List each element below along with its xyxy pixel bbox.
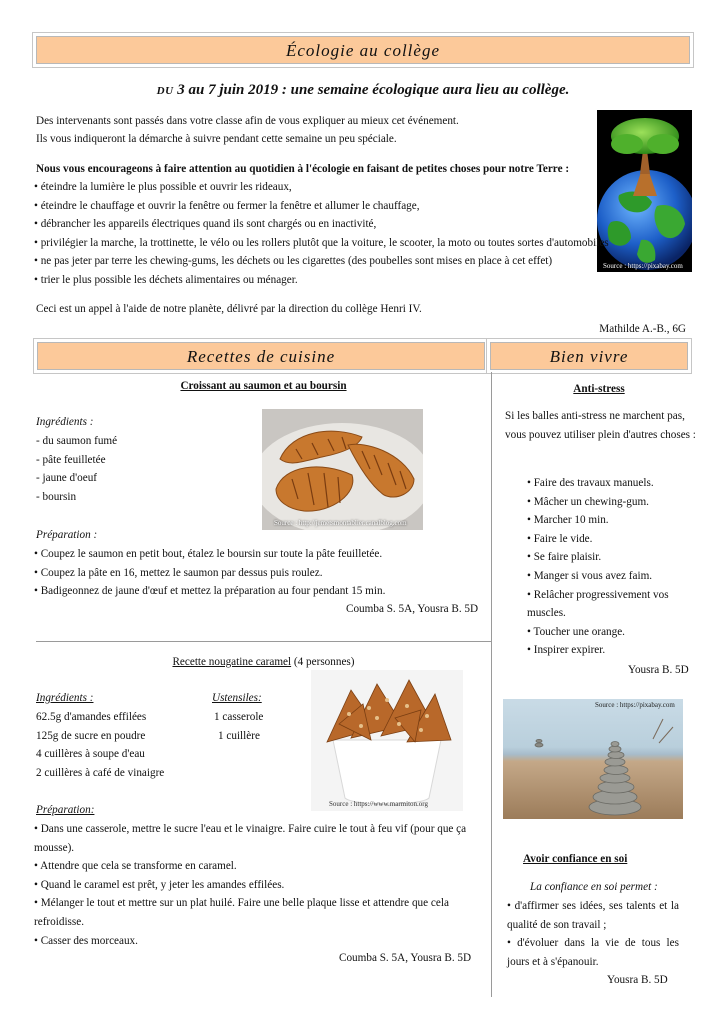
croissant-steps: [34, 545, 489, 601]
list-item: - jaune d'oeuf: [36, 472, 98, 485]
list-item: • ne pas jeter par terre les chewing-gums, les déchets ou les cigarettes (des poubelles sont mises en place à cet effet): [34, 255, 553, 268]
list-item: • Mâcher un chewing-gum.: [527, 495, 649, 508]
list-item: • débrancher les appareils électriques quand ils sont chargés ou en inactivité,: [34, 218, 377, 231]
list-item: • Mélanger le tout et mettre sur un plat huilé. Faire une belle plaque lisse et attendre que cela refroidisse.: [34, 897, 449, 928]
ecologie-tips-list: [34, 178, 704, 290]
list-item: • Manger si vous avez faim.: [527, 569, 653, 582]
ecologie-encouragement: Nous vous encourageons à faire attention au quotidien à l'écologie en faisant de petites choses pour notre Terre :: [36, 163, 570, 175]
nougatine-ingredients-label: Ingrédients :: [36, 692, 94, 704]
list-item: • Toucher une orange.: [527, 625, 625, 638]
list-item: • Inspirer expirer.: [527, 644, 606, 657]
nougatine-utensils-label: Ustensiles:: [212, 692, 262, 704]
croissant-photo: [262, 409, 423, 530]
nougatine-ingredients: [36, 708, 211, 782]
list-item: • Faire des travaux manuels.: [527, 477, 654, 489]
image-source: Source : http://jemetsmontablier.canalblog.com: [274, 519, 407, 527]
ecologie-subtitle: [36, 78, 690, 102]
list-item: 125g de sucre en poudre: [36, 729, 146, 742]
list-item: - boursin: [36, 490, 77, 503]
antistress-signature: Yousra B. 5D: [628, 664, 689, 676]
croissant-illustration: [262, 409, 423, 530]
list-item: • Marcher 10 min.: [527, 514, 609, 527]
image-source: Source : https://www.marmiton.org: [329, 800, 428, 808]
intro-line: Des intervenants sont passés dans votre classe afin de vous expliquer au mieux cet événement.: [36, 115, 459, 127]
bien-vivre-banner: Bien vivre: [490, 342, 688, 370]
confiance-intro: La confiance en soi permet :: [530, 881, 658, 893]
list-item: • Quand le caramel est prêt, y jeter les amandes effilées.: [34, 878, 285, 891]
intro-line: Ils vous indiqueront la démarche à suivre pendant cette semaine un peu spéciale.: [36, 133, 397, 146]
list-item: • trier le plus possible les déchets alimentaires ou ménager.: [34, 273, 298, 286]
nougatine-title-suffix: (4 personnes): [291, 656, 355, 668]
list-item: • Se faire plaisir.: [527, 551, 602, 564]
recipe-divider: [36, 641, 491, 642]
nougatine-utensils: [214, 708, 304, 745]
list-item: • Faire le vide.: [527, 532, 593, 545]
antistress-list: [527, 474, 707, 660]
list-item: 2 cuillères à café de vinaigre: [36, 766, 165, 779]
ecologie-signature: Mathilde A.-B., 6G: [599, 323, 686, 335]
nougatine-title: Recette nougatine caramel: [172, 656, 292, 668]
list-item: • éteindre le chauffage et ouvrir la fenêtre ou fermer la fenêtre et allumer le chauffage,: [34, 199, 420, 212]
ecologie-intro: [36, 112, 596, 148]
stones-illustration: [503, 699, 683, 819]
list-item: • d'évoluer dans la vie de tous les jours et à s'épanouir.: [507, 937, 679, 968]
list-item: 1 casserole: [214, 711, 264, 723]
croissant-preparation-label: Préparation :: [36, 529, 98, 541]
list-item: • Badigeonnez de jaune d'œuf et mettez la préparation au four pendant 15 min.: [34, 585, 386, 598]
confiance-signature: Yousra B. 5D: [607, 974, 668, 986]
nougatine-preparation-label: Préparation:: [36, 804, 95, 816]
subtitle-text: 3 au 7 juin 2019 : une semaine écologique aura lieu au collège.: [173, 82, 570, 98]
nougatine-photo: [311, 670, 463, 811]
list-item: • Coupez la pâte en 16, mettez le saumon par dessus puis roulez.: [34, 566, 323, 579]
subtitle-lead: DU: [156, 85, 174, 97]
antistress-intro: Si les balles anti-stress ne marchent pas, vous pouvez utiliser plein d'autres choses :: [505, 410, 696, 441]
croissant-ingredients-label: Ingrédients :: [36, 416, 94, 428]
croissant-ingredients: [36, 432, 256, 506]
nougatine-illustration: [311, 670, 463, 811]
list-item: • Casser des morceaux.: [34, 934, 138, 947]
image-source: Source : https://pixabay.com: [603, 262, 683, 270]
ecologie-appeal: Ceci est un appel à l'aide de notre planète, délivré par la direction du collège Henri IV.: [36, 303, 422, 315]
image-source: Source : https://pixabay.com: [595, 701, 675, 709]
confiance-title: Avoir confiance en soi: [523, 853, 628, 865]
nougatine-title-row: [36, 653, 491, 671]
list-item: - du saumon fumé: [36, 435, 118, 447]
list-item: • Attendre que cela se transforme en caramel.: [34, 860, 237, 873]
list-item: 4 cuillères à soupe d'eau: [36, 748, 145, 761]
antistress-title: Anti-stress: [573, 383, 625, 395]
list-item: • privilégier la marche, la trottinette, le vélo ou les rollers plutôt que la voiture, le scooter, la moto ou toutes sortes d'automobiles: [34, 236, 609, 249]
list-item: 1 cuillère: [218, 729, 260, 742]
column-divider: [491, 372, 492, 997]
stones-photo: [503, 699, 683, 819]
list-item: - pâte feuilletée: [36, 453, 106, 466]
croissant-title: Croissant au saumon et au boursin: [180, 380, 347, 392]
croissant-signature: Coumba S. 5A, Yousra B. 5D: [346, 603, 479, 615]
confiance-list: [507, 897, 679, 971]
list-item: • Relâcher progressivement vos muscles.: [527, 588, 669, 620]
nougatine-signature: Coumba S. 5A, Yousra B. 5D: [339, 952, 472, 964]
list-item: 62.5g d'amandes effilées: [36, 711, 147, 723]
list-item: • Coupez le saumon en petit bout, étalez le boursin sur toute la pâte feuilletée.: [34, 548, 383, 560]
recettes-banner: Recettes de cuisine: [37, 342, 485, 370]
list-item: • Dans une casserole, mettre le sucre l'eau et le vinaigre. Faire cuire le tout à feu vif (pour que ça mousse).: [34, 823, 467, 854]
list-item: • d'affirmer ses idées, ses talents et la qualité de son travail ;: [507, 900, 679, 931]
nougatine-steps: [34, 820, 486, 950]
list-item: • éteindre la lumière le plus possible et ouvrir les rideaux,: [34, 181, 292, 193]
ecologie-banner: Écologie au collège: [36, 36, 690, 64]
